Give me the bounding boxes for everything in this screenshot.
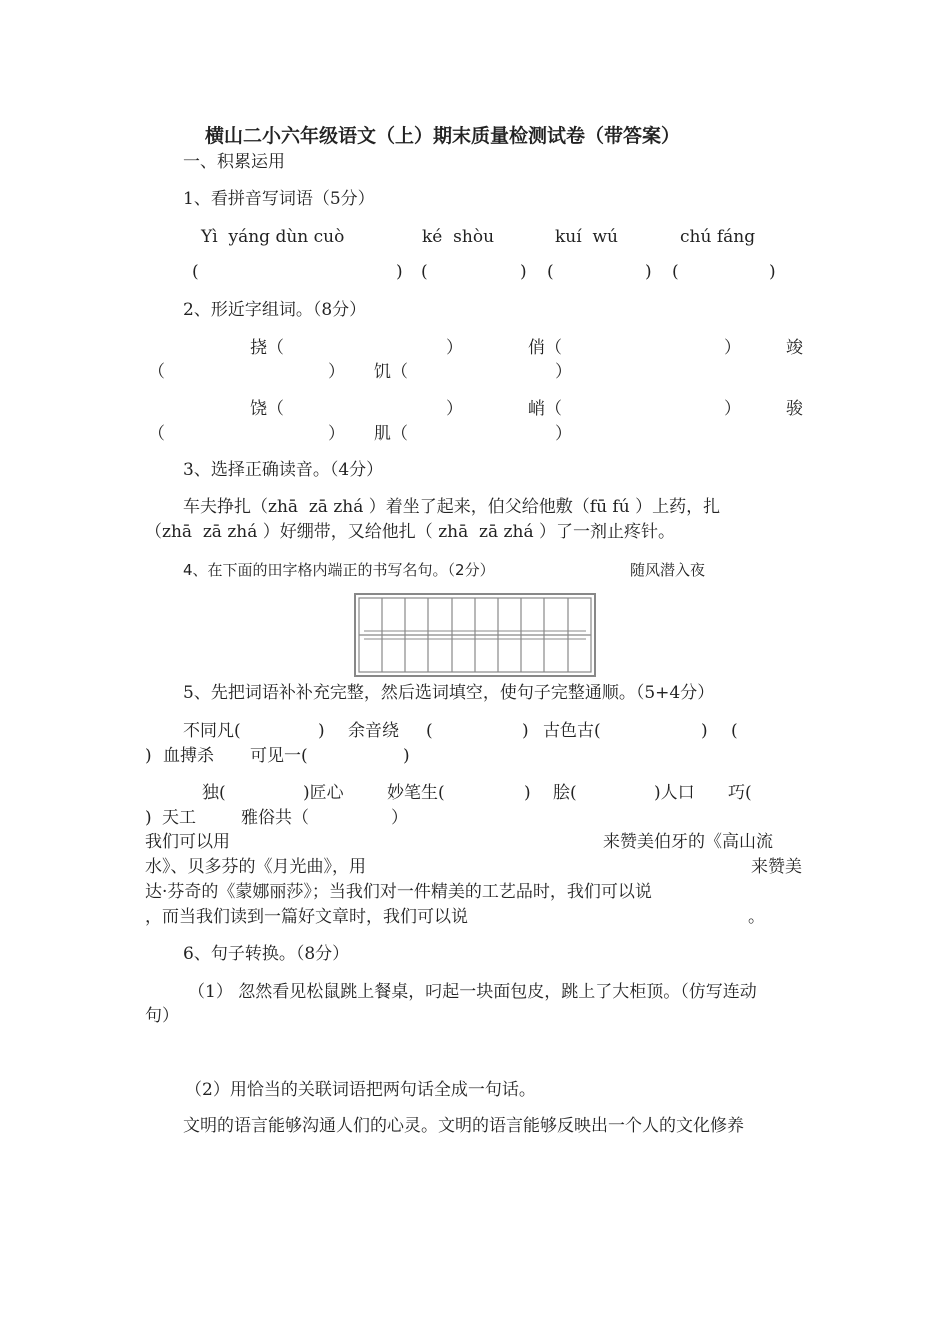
idiom-item: 雅俗共（	[241, 808, 309, 828]
idiom-item: 天工	[162, 808, 196, 828]
idiom-item: 妙笔生(	[387, 783, 445, 803]
idiom-item: )	[522, 721, 529, 741]
pinyin-2: ké shòu	[422, 227, 495, 247]
answer-bracket: )	[645, 262, 652, 282]
idiom-item: 独(	[202, 783, 226, 803]
pinyin-1: Yì yáng dùn cuò	[201, 227, 345, 247]
word-item: ）	[724, 338, 741, 358]
word-item: ）	[446, 399, 463, 419]
idiom-item: )	[145, 746, 152, 766]
question-3-line: （zhā zā zhá ）好绷带，又给他扎（ zhā zā zhá ）了一剂止疼针。	[145, 522, 675, 542]
word-item: ）	[328, 362, 345, 382]
word-item: 饶（	[250, 399, 284, 419]
idiom-item: )	[524, 783, 531, 803]
question-6-part-1: 句）	[145, 1006, 179, 1026]
idiom-item: )	[318, 721, 325, 741]
question-5-label: 5、先把词语补补充完整，然后选词填空，使句子完整通顺。（5+4分）	[183, 683, 715, 703]
fill-sentence: 我们可以用	[145, 832, 230, 852]
answer-bracket: (	[547, 262, 554, 282]
question-4-label: 4、在下面的田字格内端正的书写名句。（2分）	[183, 561, 495, 579]
question-2-label: 2、形近字组词。（8分）	[183, 300, 367, 320]
idiom-item: 脍(	[553, 783, 577, 803]
fill-sentence: 。	[748, 907, 765, 927]
question-6-sentence: 文明的语言能够沟通人们的心灵。文明的语言能够反映出一个人的文化修养	[183, 1116, 744, 1136]
word-item: ）	[446, 338, 463, 358]
calligraphy-phrase: 随风潜入夜	[630, 561, 706, 579]
answer-bracket: (	[672, 262, 679, 282]
word-item: 肌（	[374, 424, 408, 444]
pinyin-3: kuí wú	[555, 227, 618, 247]
fill-sentence: 来赞美伯牙的《高山流	[603, 832, 773, 852]
answer-bracket: )	[769, 262, 776, 282]
question-1-label: 1、看拼音写词语（5分）	[183, 189, 375, 209]
question-6-part-1: （1） 忽然看见松鼠跳上餐桌，叼起一块面包皮，跳上了大柜顶。（仿写连动	[188, 982, 757, 1002]
fill-sentence: ，而当我们读到一篇好文章时，我们可以说	[145, 907, 468, 927]
question-3-label: 3、选择正确读音。（4分）	[183, 460, 384, 480]
fill-sentence: 水》、贝多芬的《月光曲》，用	[145, 857, 366, 877]
word-item: 挠（	[250, 338, 284, 358]
word-item: （	[148, 424, 165, 444]
fill-sentence: 来赞美	[751, 857, 802, 877]
question-6-part-2: （2）用恰当的关联词语把两句话全成一句话。	[185, 1080, 536, 1100]
idiom-item: 不同凡(	[183, 721, 241, 741]
question-6-label: 6、句子转换。（8分）	[183, 944, 350, 964]
idiom-item: 古色古(	[543, 721, 601, 741]
idiom-item: )人口	[654, 783, 695, 803]
idiom-item: ）	[391, 808, 408, 828]
word-item: ）	[555, 362, 572, 382]
word-item: 饥（	[374, 362, 408, 382]
tianzige-grid	[354, 593, 596, 677]
question-3-line: 车夫挣扎（zhā zā zhá ）着坐了起来，伯父给他敷（fū fú ）上药，扎	[183, 497, 721, 517]
pinyin-4: chú fáng	[680, 227, 756, 247]
answer-bracket: )	[396, 262, 403, 282]
fill-sentence: 达·芬奇的《蒙娜丽莎》；当我们对一件精美的工艺品时，我们可以说	[145, 882, 652, 902]
tianzige-lines	[356, 595, 594, 675]
idiom-item: 余音绕	[348, 721, 399, 741]
idiom-item: )	[701, 721, 708, 741]
word-item: （	[148, 362, 165, 382]
section-heading: 一、积累运用	[183, 152, 285, 172]
word-item: ）	[724, 399, 741, 419]
word-item: 竣	[786, 338, 803, 358]
idiom-item: 血搏杀	[163, 746, 214, 766]
idiom-item: 巧(	[728, 783, 752, 803]
answer-bracket: (	[192, 262, 199, 282]
idiom-item: )	[145, 808, 152, 828]
answer-bracket: )	[520, 262, 527, 282]
word-item: ）	[555, 424, 572, 444]
idiom-item: (	[426, 721, 433, 741]
idiom-item: (	[731, 721, 738, 741]
word-item: 峭（	[528, 399, 562, 419]
idiom-item: )	[403, 746, 410, 766]
word-item: 俏（	[528, 338, 562, 358]
page-title: 横山二小六年级语文（上）期末质量检测试卷（带答案）	[205, 125, 681, 147]
word-item: ）	[328, 424, 345, 444]
answer-bracket: (	[421, 262, 428, 282]
idiom-item: )匠心	[303, 783, 344, 803]
word-item: 骏	[786, 399, 803, 419]
idiom-item: 可见一(	[250, 746, 308, 766]
